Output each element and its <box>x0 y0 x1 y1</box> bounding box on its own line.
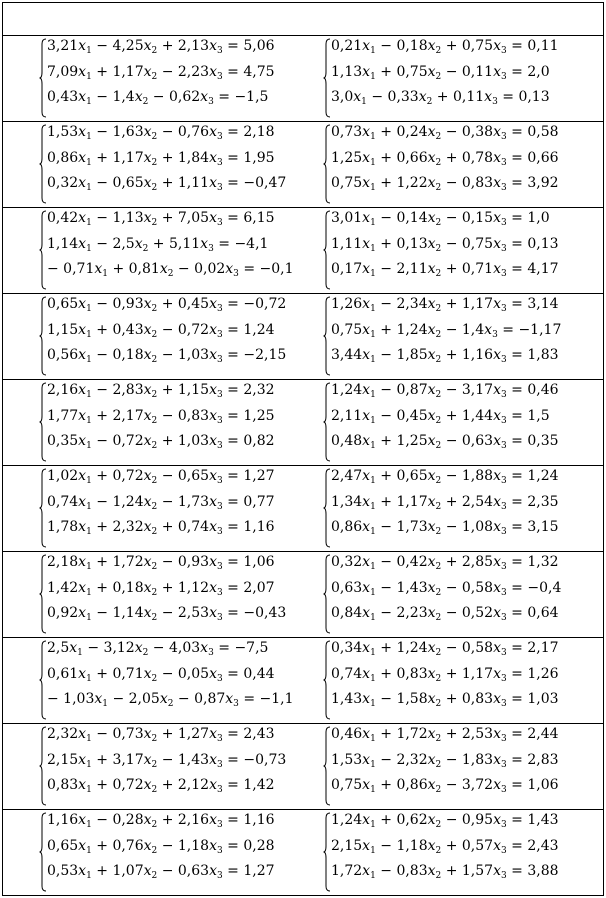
equation-system-left <box>39 208 309 294</box>
brace-symbol <box>323 124 331 204</box>
brace-symbol <box>323 382 331 462</box>
equation-system-left <box>39 466 309 552</box>
equation: $2,11x_1 - 0,45x_2 + 1,44x_3 = 1,5$ <box>331 408 550 426</box>
equation-system-left <box>39 294 309 380</box>
brace-symbol <box>323 210 331 290</box>
brace-symbol <box>323 812 331 892</box>
equation: $0,75x_1 + 1,24x_2 - 1,4x_3 = -1,17$ <box>331 322 562 340</box>
equation-system-right <box>323 294 601 380</box>
equation: $0,84x_1 - 2,23x_2 - 0,52x_3 = 0,64$ <box>331 605 559 623</box>
equation-system-right <box>323 466 601 552</box>
equations-table <box>2 2 604 896</box>
equation: $0,75x_1 + 0,86x_2 - 3,72x_3 = 1,06$ <box>331 777 559 795</box>
header-row <box>3 3 603 36</box>
equation: $1,13x_1 + 0,75x_2 - 0,11x_3 = 2,0$ <box>331 64 550 82</box>
equation: $7,09x_1 + 1,17x_2 - 2,23x_3 = 4,75$ <box>47 64 275 82</box>
equation: $0,56x_1 - 0,18x_2 - 1,03x_3 = -2,15$ <box>47 347 287 365</box>
equation: $1,11x_1 + 0,13x_2 - 0,75x_3 = 0,13$ <box>331 236 559 254</box>
equation: $1,34x_1 + 1,17x_2 + 2,54x_3 = 2,35$ <box>331 494 559 512</box>
brace-symbol <box>39 554 47 634</box>
equation: $0,32x_1 - 0,65x_2 + 1,11x_3 = -0,47$ <box>47 175 287 193</box>
equation: $0,74x_1 + 0,83x_2 + 1,17x_3 = 1,26$ <box>331 666 559 684</box>
table-row <box>3 724 603 810</box>
equation-system-left <box>39 36 309 122</box>
brace-symbol <box>323 726 331 806</box>
equation-system-right <box>323 208 601 294</box>
equation: $1,72x_1 - 0,83x_2 + 1,57x_3 = 3,88$ <box>331 863 559 881</box>
brace-symbol <box>323 640 331 720</box>
equation: $3,0x_1 - 0,33x_2 + 0,11x_3 = 0,13$ <box>331 89 550 107</box>
equation: $0,43x_1 - 1,4x_2 - 0,62x_3 = -1,5$ <box>47 89 269 107</box>
equation: $1,15x_1 + 0,43x_2 - 0,72x_3 = 1,24$ <box>47 322 275 340</box>
equation: $2,5x_1 - 3,12x_2 - 4,03x_3 = -7,5$ <box>47 640 269 658</box>
brace-symbol <box>39 726 47 806</box>
equation: $0,65x_1 - 0,93x_2 + 0,45x_3 = -0,72$ <box>47 296 287 314</box>
equation: $1,26x_1 - 2,34x_2 + 1,17x_3 = 3,14$ <box>331 296 559 314</box>
table-row <box>3 208 603 294</box>
equation: $1,53x_1 - 1,63x_2 - 0,76x_3 = 2,18$ <box>47 124 275 142</box>
equation-system-right <box>323 122 601 208</box>
table-row <box>3 294 603 380</box>
brace-symbol <box>323 554 331 634</box>
equation-system-left <box>39 724 309 810</box>
equation: $0,48x_1 + 1,25x_2 - 0,63x_3 = 0,35$ <box>331 433 559 451</box>
equation: $3,44x_1 - 1,85x_2 + 1,16x_3 = 1,83$ <box>331 347 559 365</box>
brace-symbol <box>323 468 331 548</box>
equation-system-right <box>323 638 601 724</box>
equation: $1,25x_1 + 0,66x_2 + 0,78x_3 = 0,66$ <box>331 150 559 168</box>
equation: $0,74x_1 - 1,24x_2 - 1,73x_3 = 0,77$ <box>47 494 275 512</box>
equation: $0,21x_1 - 0,18x_2 + 0,75x_3 = 0,11$ <box>331 38 559 56</box>
brace-symbol <box>39 124 47 204</box>
equation: $2,15x_1 + 3,17x_2 - 1,43x_3 = -0,73$ <box>47 752 287 770</box>
table-row <box>3 810 603 896</box>
table-row <box>3 466 603 552</box>
equation: $1,78x_1 + 2,32x_2 + 0,74x_3 = 1,16$ <box>47 519 275 537</box>
equation: $2,16x_1 - 2,83x_2 + 1,15x_3 = 2,32$ <box>47 382 275 400</box>
brace-symbol <box>39 38 47 118</box>
equation-system-left <box>39 122 309 208</box>
equation: $0,34x_1 + 1,24x_2 - 0,58x_3 = 2,17$ <box>331 640 559 658</box>
equation: $1,42x_1 + 0,18x_2 + 1,12x_3 = 2,07$ <box>47 580 275 598</box>
equation: $0,42x_1 - 1,13x_2 + 7,05x_3 = 6,15$ <box>47 210 275 228</box>
equation: $1,77x_1 + 2,17x_2 - 0,83x_3 = 1,25$ <box>47 408 275 426</box>
equation-system-right <box>323 810 601 896</box>
equation: $0,73x_1 + 0,24x_2 - 0,38x_3 = 0,58$ <box>331 124 559 142</box>
brace-symbol <box>39 296 47 376</box>
brace-symbol <box>39 210 47 290</box>
equation: $3,21x_1 - 4,25x_2 + 2,13x_3 = 5,06$ <box>47 38 275 56</box>
table-row <box>3 638 603 724</box>
table-row <box>3 122 603 208</box>
equation: $1,53x_1 - 2,32x_2 - 1,83x_3 = 2,83$ <box>331 752 559 770</box>
equation-system-right <box>323 380 601 466</box>
brace-symbol <box>39 468 47 548</box>
equation: $0,83x_1 + 0,72x_2 + 2,12x_3 = 1,42$ <box>47 777 275 795</box>
equation: $0,32x_1 - 0,42x_2 + 2,85x_3 = 1,32$ <box>331 554 559 572</box>
brace-symbol <box>39 812 47 892</box>
brace-symbol <box>323 38 331 118</box>
equation: $1,24x_1 + 0,62x_2 - 0,95x_3 = 1,43$ <box>331 812 559 830</box>
equation: $3,01x_1 - 0,14x_2 - 0,15x_3 = 1,0$ <box>331 210 550 228</box>
equation: $2,15x_1 - 1,18x_2 + 0,57x_3 = 2,43$ <box>331 838 559 856</box>
equation: $0,61x_1 + 0,71x_2 - 0,05x_3 = 0,44$ <box>47 666 275 684</box>
equation: $0,75x_1 + 1,22x_2 - 0,83x_3 = 3,92$ <box>331 175 559 193</box>
equation-system-left <box>39 552 309 638</box>
equation: $0,86x_1 - 1,73x_2 - 1,08x_3 = 3,15$ <box>331 519 559 537</box>
equation: $2,18x_1 + 1,72x_2 - 0,93x_3 = 1,06$ <box>47 554 275 572</box>
equation-system-left <box>39 810 309 896</box>
equation: $1,43x_1 - 1,58x_2 + 0,83x_3 = 1,03$ <box>331 691 559 709</box>
brace-symbol <box>39 640 47 720</box>
equation: $1,16x_1 - 0,28x_2 + 2,16x_3 = 1,16$ <box>47 812 275 830</box>
equation-system-left <box>39 380 309 466</box>
equation: $1,24x_1 - 0,87x_2 - 3,17x_3 = 0,46$ <box>331 382 559 400</box>
equation: $2,32x_1 - 0,73x_2 + 1,27x_3 = 2,43$ <box>47 726 275 744</box>
table-row <box>3 380 603 466</box>
equation: $0,92x_1 - 1,14x_2 - 2,53x_3 = -0,43$ <box>47 605 287 623</box>
equation-system-right <box>323 36 601 122</box>
equation-system-right <box>323 552 601 638</box>
equation: $0,17x_1 - 2,11x_2 + 0,71x_3 = 4,17$ <box>331 261 559 279</box>
brace-symbol <box>39 382 47 462</box>
equation: $1,02x_1 + 0,72x_2 - 0,65x_3 = 1,27$ <box>47 468 275 486</box>
brace-symbol <box>323 296 331 376</box>
equation: $0,46x_1 + 1,72x_2 + 2,53x_3 = 2,44$ <box>331 726 559 744</box>
equation: $0,35x_1 - 0,72x_2 + 1,03x_3 = 0,82$ <box>47 433 275 451</box>
equation-system-right <box>323 724 601 810</box>
equation: $1,14x_1 - 2,5x_2 + 5,11x_3 = -4,1$ <box>47 236 269 254</box>
equation: − $0,71x_1 + 0,81x_2 - 0,02x_3 = -0,1$ <box>47 261 294 279</box>
equation: $0,53x_1 + 1,07x_2 - 0,63x_3 = 1,27$ <box>47 863 275 881</box>
equation-system-left <box>39 638 309 724</box>
equation: $2,47x_1 + 0,65x_2 - 1,88x_3 = 1,24$ <box>331 468 559 486</box>
equation: $0,86x_1 + 1,17x_2 + 1,84x_3 = 1,95$ <box>47 150 275 168</box>
table-row <box>3 36 603 122</box>
table-row <box>3 552 603 638</box>
equation: $0,63x_1 - 1,43x_2 - 0,58x_3 = -0,4$ <box>331 580 562 598</box>
equation: $0,65x_1 + 0,76x_2 - 1,18x_3 = 0,28$ <box>47 838 275 856</box>
equation: − $1,03x_1 - 2,05x_2 - 0,87x_3 = -1,1$ <box>47 691 294 709</box>
